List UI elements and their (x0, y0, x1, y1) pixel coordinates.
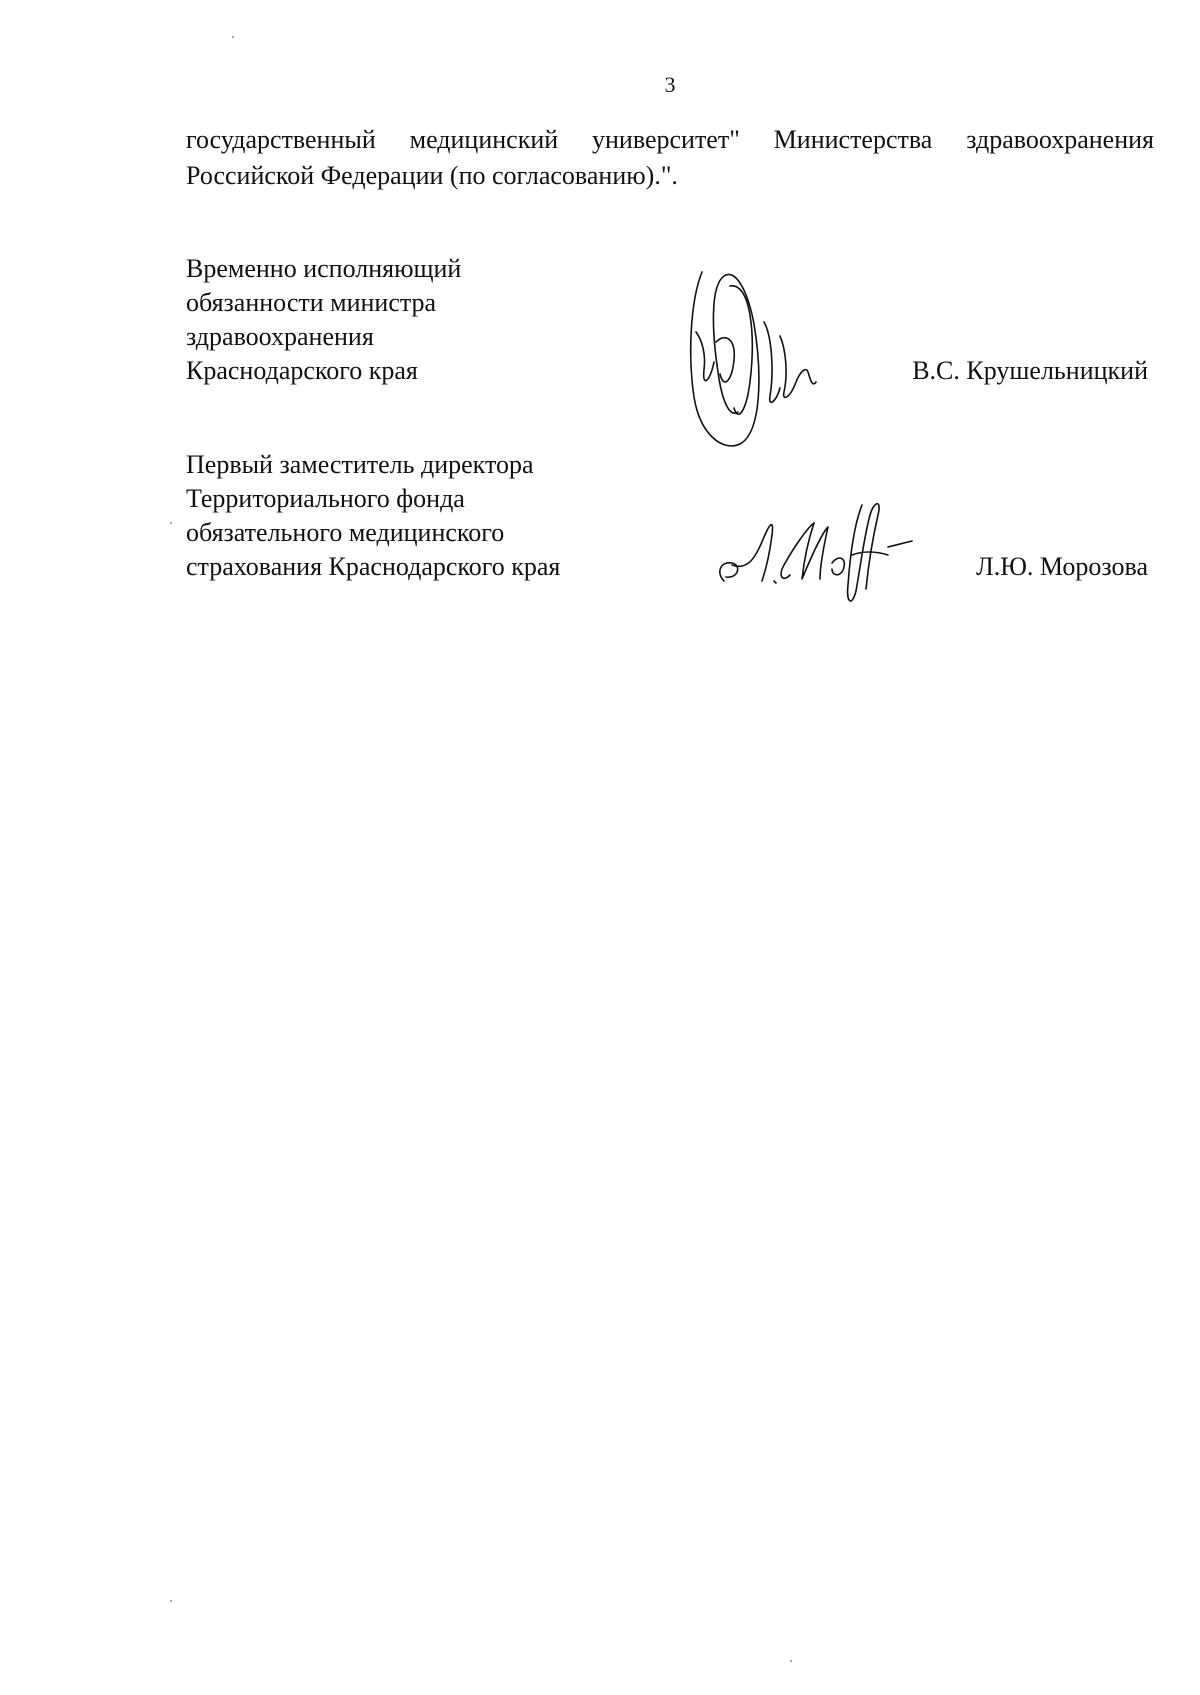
scan-speck (170, 1600, 172, 1602)
body-paragraph (186, 122, 1154, 194)
signatory-2-title (186, 448, 560, 584)
handwritten-signature-1 (680, 262, 830, 462)
signatory-1-title-line: обязанности министра (186, 288, 437, 317)
body-line-1: государственный медицинский университет" Министерства здравоохранения (186, 125, 1154, 154)
signatory-1-title (186, 252, 461, 388)
signatory-2-title-line: Первый заместитель директора (186, 450, 534, 479)
signatory-2-title-line: страхования Краснодарского края (186, 552, 561, 581)
signatory-2-title-line: обязательного медицинского (186, 518, 505, 547)
page-number: 3 (664, 72, 676, 97)
scan-speck (790, 1660, 792, 1662)
signatory-2-title-line: Территориального фонда (186, 484, 465, 513)
scan-speck (232, 36, 234, 38)
signatory-1-title-line: здравоохранения (186, 322, 374, 351)
scan-speck (170, 522, 172, 524)
signatory-1-title-line: Временно исполняющий (186, 254, 462, 283)
signatory-1-title-line: Краснодарского края (186, 356, 418, 385)
signatory-1-name: В.С. Крушельницкий (912, 356, 1148, 385)
handwritten-signature-2 (712, 485, 942, 615)
signatory-2-name: Л.Ю. Морозова (976, 552, 1148, 581)
body-line-2: Российской Федерации (по согласованию).". (186, 161, 678, 190)
